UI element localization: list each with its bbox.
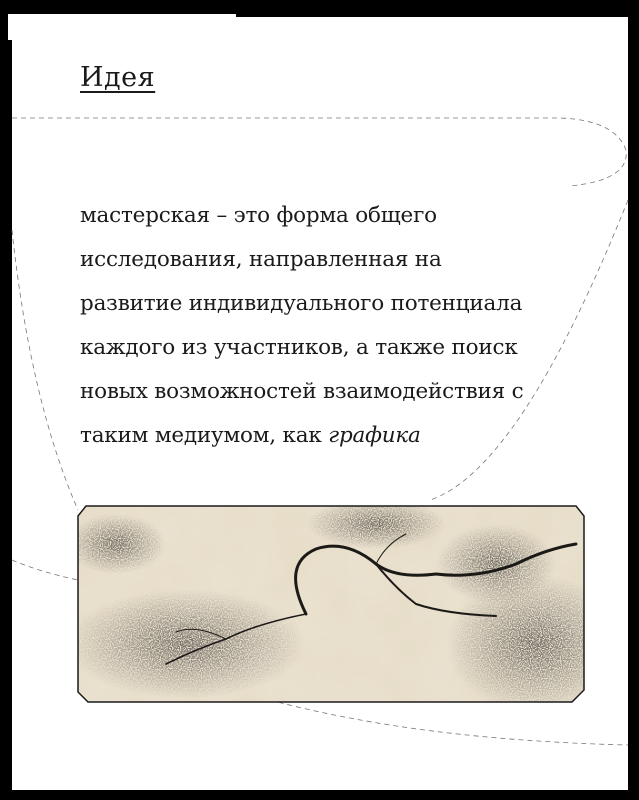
page-title: Идея bbox=[80, 62, 156, 93]
artwork-image bbox=[76, 504, 586, 704]
description-line: таким медиумом, как bbox=[80, 423, 329, 448]
frame-left-inner-bar bbox=[8, 40, 12, 800]
description-line: развитие индивидуального потенциала bbox=[80, 291, 523, 316]
frame-bottom-bar bbox=[0, 790, 639, 800]
frame-top-notch bbox=[236, 14, 639, 17]
description-line: новых возможностей взаимодействия с bbox=[80, 379, 524, 404]
frame-top-bar bbox=[0, 0, 639, 14]
description-line: каждого из участников, а также поиск bbox=[80, 335, 518, 360]
description-line: исследования, направленная на bbox=[80, 247, 442, 272]
description-line: мастерская – это форма общего bbox=[80, 203, 437, 228]
emphasis-word: графика bbox=[328, 423, 421, 448]
frame-left-bar bbox=[0, 0, 8, 800]
frame-right-bar bbox=[628, 0, 639, 800]
idea-description bbox=[80, 194, 620, 458]
